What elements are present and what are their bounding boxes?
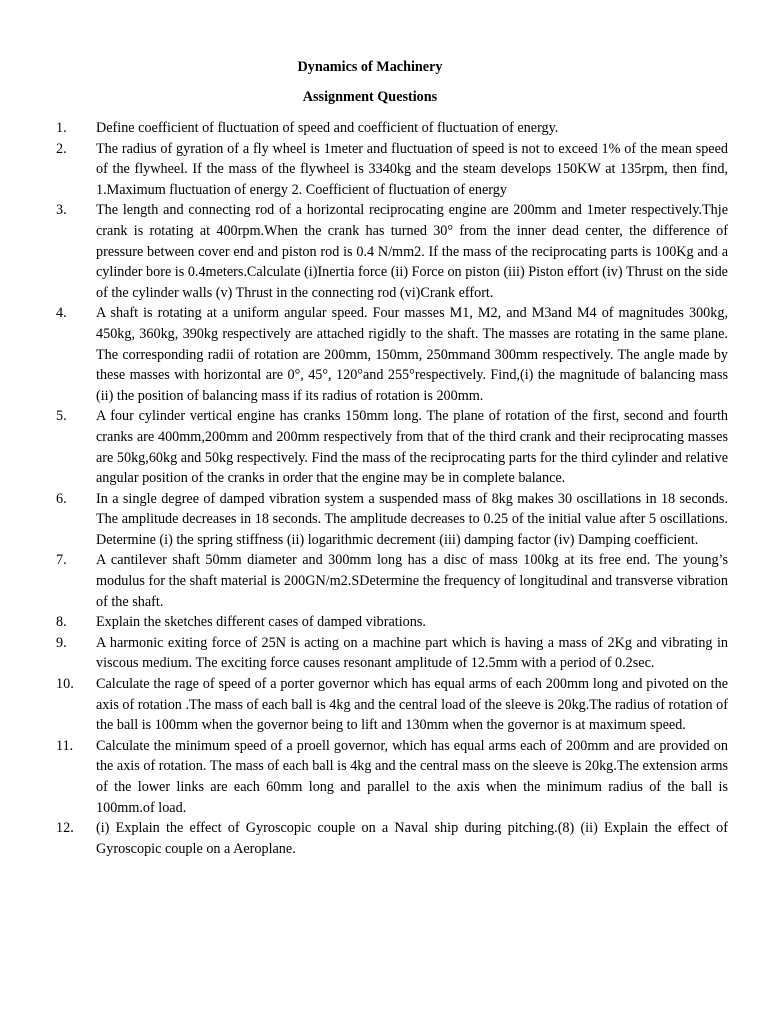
- question-text: A cantilever shaft 50mm diameter and 300mm long has a disc of mass 100kg at its free end. The young’s modulus for the shaft material is 200GN/m2.SDetermine the frequency of longitudinal and transverse vibration of the shaft.: [96, 552, 728, 610]
- question-text: Explain the sketches different cases of damped vibrations.: [96, 614, 426, 631]
- document-subtitle: Assignment Questions: [302, 89, 438, 105]
- question-item: [56, 633, 728, 674]
- question-number: 5.: [56, 408, 67, 425]
- question-number: 3.: [56, 202, 67, 219]
- question-item: [56, 550, 728, 612]
- question-number: 8.: [56, 614, 67, 631]
- question-number: 4.: [56, 305, 67, 322]
- question-text: In a single degree of damped vibration system a suspended mass of 8kg makes 30 oscillations in 18 seconds. The amplitude decreases in 18 seconds. The amplitude decreases to 0.25 of the initial value after 5 oscillations. Determine (i) the spring stiffness (ii) logarithmic decrement (iii) damping factor (iv) Damping coefficient.: [96, 490, 728, 548]
- question-number: 10.: [56, 676, 74, 693]
- question-item: [56, 612, 728, 633]
- question-item: [56, 118, 728, 139]
- question-item: [56, 489, 728, 551]
- question-item: [56, 736, 728, 818]
- question-text: A shaft is rotating at a uniform angular speed. Four masses M1, M2, and M3and M4 of magnitudes 300kg, 450kg, 360kg, 390kg respectively are attached rigidly to the shaft. The masses are rotating in the same plane. The corresponding radii of rotation are 200mm, 150mm, 250mmand 300mm respectively. The angle made by these masses with horizontal are 0°, 45°, 120°and 255°respectively. Find,(i) the magnitude of balancing mass (ii) the position of balancing mass if its radius of rotation is 200mm.: [96, 305, 728, 404]
- question-item: [56, 200, 728, 303]
- question-number: 2.: [56, 140, 67, 157]
- question-number: 9.: [56, 634, 67, 651]
- question-item: [56, 674, 728, 736]
- question-text: The radius of gyration of a fly wheel is 1meter and fluctuation of speed is not to exceed 1% of the mean speed of the flywheel. If the mass of the flywheel is 3340kg and the steam develops 150KW at 135rpm, then find, 1.Maximum fluctuation of energy 2. Coefficient of fluctuation of energy: [96, 140, 728, 198]
- question-item: [56, 139, 728, 201]
- question-text: Calculate the minimum speed of a proell governor, which has equal arms each of 200mm and are provided on the axis of rotation. The mass of each ball is 4kg and the central mass on the sleeve is 20kg.The extension arms of the lower links are each 60mm long and parallel to the axis when the minimum radius of the ball is 100mm.of load.: [96, 737, 728, 816]
- question-text: Define coefficient of fluctuation of speed and coefficient of fluctuation of energy.: [96, 120, 559, 136]
- question-item: [56, 818, 728, 859]
- question-text: A harmonic exiting force of 25N is acting on a machine part which is having a mass of 2Kg and vibrating in viscous medium. The exciting force causes resonant amplitude of 12.5mm with a period of 0.2sec.: [96, 634, 728, 672]
- question-number: 12.: [56, 820, 74, 837]
- question-number: 7.: [56, 552, 67, 569]
- question-number: 11.: [56, 737, 74, 754]
- question-item: [56, 303, 728, 406]
- question-number: 6.: [56, 490, 67, 507]
- question-item: [56, 406, 728, 488]
- document-title: Dynamics of Machinery: [297, 59, 443, 75]
- question-number: 1.: [56, 120, 67, 136]
- question-text: Calculate the rage of speed of a porter governor which has equal arms of each 200mm long and pivoted on the axis of rotation .The mass of each ball is 4kg and the central load of the sleeve is 20kg.The radius of rotation of the ball is 100mm when the governor being to lift and 130mm when the governor is at maximum speed.: [96, 676, 728, 734]
- question-text: (i) Explain the effect of Gyroscopic couple on a Naval ship during pitching.(8) (ii) Explain the effect of Gyroscopic couple on a Aeroplane.: [96, 820, 728, 857]
- question-text: The length and connecting rod of a horizontal reciprocating engine are 200mm and 1meter respectively.Thje crank is rotating at 400rpm.When the crank has turned 30° from the inner dead center, the difference of pressure between cover end and piston rod is 0.4 N/mm2. If the mass of the reciprocating parts is 100Kg and a cylinder bore is 0.4meters.Calculate (i)Inertia force (ii) Force on piston (iii) Piston effort (iv) Thrust on the side of the cylinder walls (v) Thrust in the connecting rod (vi)Crank effort.: [96, 202, 728, 301]
- question-list: [56, 118, 728, 859]
- question-text: A four cylinder vertical engine has cranks 150mm long. The plane of rotation of the first, second and fourth cranks are 400mm,200mm and 200mm respectively from that of the third crank and their reciprocating masses are 50kg,60kg and 50kg respectively. Find the mass of the reciprocating parts for the third cylinder and relative angular position of the cranks in order that the engine may be in complete balance.: [96, 408, 728, 487]
